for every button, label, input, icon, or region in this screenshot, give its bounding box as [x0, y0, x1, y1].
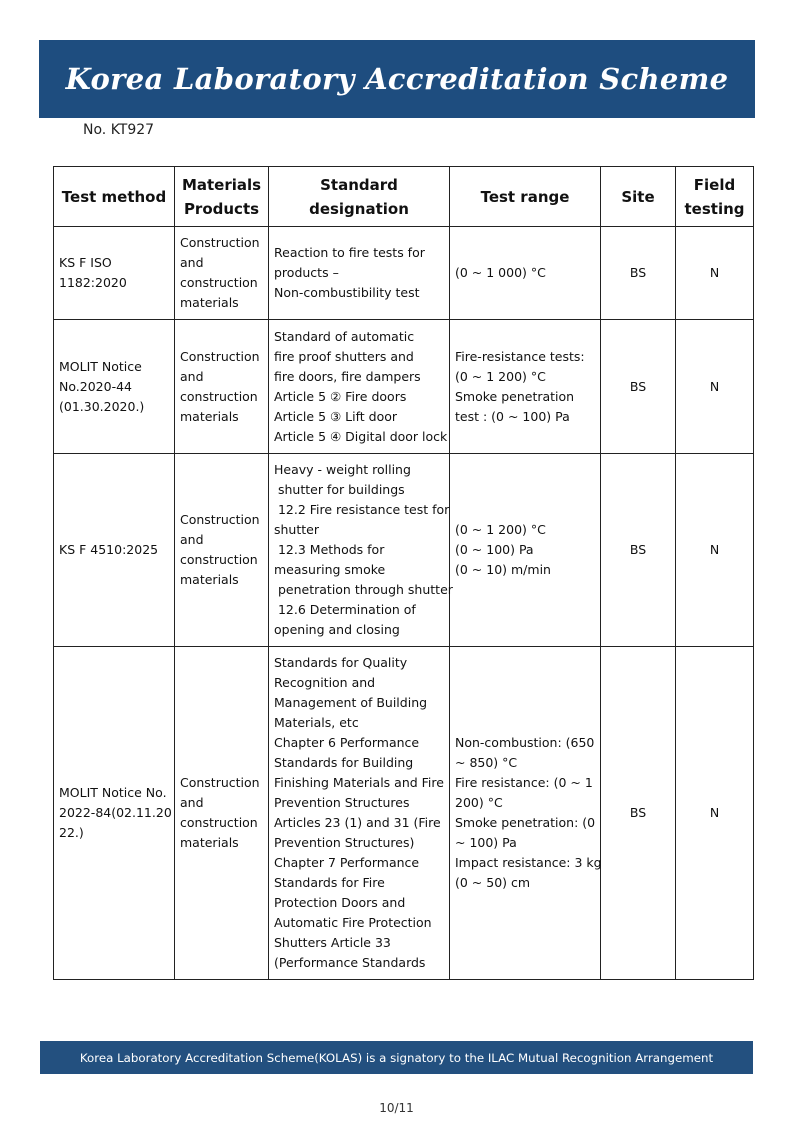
cell-standard-designation [269, 647, 450, 980]
cell-test-range-line: Fire-resistance tests: [455, 348, 585, 364]
cell-standard-designation-line: fire doors, fire dampers [274, 368, 421, 384]
certificate-number: No. KT927 [83, 122, 155, 138]
table-body [54, 227, 754, 980]
cell-standard-designation-line: Standards for Quality [274, 655, 408, 670]
table-row [54, 320, 754, 454]
cell-standard-designation-line: Chapter 6 Performance [274, 735, 420, 750]
col-header-test-method: Test method [54, 167, 175, 227]
cell-standard-designation-line: products – [274, 265, 339, 280]
cell-standard-designation-line: (Performance Standards [274, 955, 426, 970]
cell-field-testing: N [676, 454, 754, 647]
cell-test-method-line: 1182:2020 [59, 275, 127, 290]
cell-test-method [54, 320, 175, 454]
cell-test-range-line: (0 ~ 1 200) °C [455, 368, 546, 384]
cell-test-range-line: Fire resistance: (0 ~ 1 [455, 775, 593, 790]
cell-materials-line: Construction [180, 235, 260, 250]
cell-materials-line: and [180, 532, 204, 547]
cell-materials-line: Construction [180, 348, 260, 364]
cell-site: BS [601, 227, 676, 320]
cell-materials-line: materials [180, 408, 239, 424]
cell-standard-designation-line: Standard of automatic [274, 328, 415, 344]
cell-test-range-line: 200) °C [455, 795, 503, 810]
cell-test-range-line: (0 ~ 10) m/min [455, 562, 551, 577]
cell-standard-designation-line: Standards for Building [274, 755, 414, 770]
col-header-test-range: Test range [450, 167, 601, 227]
cell-site: BS [601, 647, 676, 980]
page-number: 10/11 [379, 1101, 414, 1115]
cell-test-range-line: Smoke penetration [455, 388, 575, 404]
cell-materials [175, 320, 269, 454]
cell-standard-designation-line: Prevention Structures) [274, 835, 415, 850]
cell-materials [175, 647, 269, 980]
cell-test-range [450, 227, 601, 320]
cell-standard-designation-line: Protection Doors and [274, 895, 406, 910]
cell-materials-line: construction [180, 552, 258, 567]
cell-materials-line: Construction [180, 512, 260, 527]
cell-standard-designation-line: Recognition and [274, 675, 376, 690]
cell-site: BS [601, 454, 676, 647]
cell-standard-designation-line: Finishing Materials and Fire [274, 775, 444, 790]
table-row [54, 647, 754, 980]
cell-standard-designation-line: shutter for buildings [274, 482, 405, 497]
cell-standard-designation-line: 12.6 Determination of [274, 602, 416, 617]
cell-standard-designation [269, 320, 450, 454]
cell-test-range-line: (0 ~ 50) cm [455, 875, 531, 890]
table-row [54, 227, 754, 320]
cell-site: BS [601, 320, 676, 454]
header-banner [39, 40, 755, 118]
cell-materials [175, 454, 269, 647]
col-header-site: Site [601, 167, 676, 227]
cell-test-method-line: MOLIT Notice No. [59, 785, 167, 800]
cell-standard-designation-line: Automatic Fire Protection [274, 915, 432, 930]
cell-standard-designation-line: Non-combustibility test [274, 285, 420, 300]
cell-materials-line: construction [180, 388, 258, 404]
cell-standard-designation-line: penetration through shutter [274, 582, 453, 597]
cell-test-method [54, 647, 175, 980]
cell-standard-designation-line: Articles 23 (1) and 31 (Fire [274, 815, 441, 830]
col-header-field-testing: Field testing [676, 167, 754, 227]
cell-materials-line: and [180, 255, 204, 270]
cell-materials-line: materials [180, 572, 239, 587]
cell-test-range-line: Impact resistance: 3 kg [455, 855, 602, 870]
cell-standard-designation-line: 12.3 Methods for [274, 542, 385, 557]
cell-test-range [450, 454, 601, 647]
cell-standard-designation-line: Shutters Article 33 [274, 935, 391, 950]
cell-field-testing: N [676, 647, 754, 980]
cell-standard-designation-line: Heavy - weight rolling [274, 462, 411, 477]
cell-standard-designation [269, 227, 450, 320]
cell-materials-line: and [180, 368, 204, 384]
table-row [54, 454, 754, 647]
cell-standard-designation-line: Article 5 ④ Digital door lock [274, 428, 448, 444]
banner-title: Korea Laboratory Accreditation Scheme [65, 62, 729, 96]
cell-test-method [54, 454, 175, 647]
cell-standard-designation-line: Materials, etc [274, 715, 359, 730]
cell-materials-line: construction [180, 275, 258, 290]
cell-test-method-line: KS F 4510:2025 [59, 542, 159, 557]
cell-standard-designation-line: Chapter 7 Performance [274, 855, 420, 870]
cell-test-range-line: (0 ~ 1 000) °C [455, 265, 546, 280]
cell-standard-designation-line: Standards for Fire [274, 875, 385, 890]
cell-field-testing: N [676, 320, 754, 454]
cell-test-method-line: 2022-84(02.11.20 [59, 805, 172, 820]
cell-test-range [450, 320, 601, 454]
table-header-row [54, 167, 754, 227]
col-header-standard: Standard designation [269, 167, 450, 227]
cell-standard-designation-line: 12.2 Fire resistance test for [274, 502, 450, 517]
footer-banner-text: Korea Laboratory Accreditation Scheme(KOLAS) is a signatory to the ILAC Mutual Recognition Arrangement [79, 1050, 714, 1065]
cell-test-range-line: (0 ~ 1 200) °C [455, 522, 546, 537]
accreditation-schedule-table [53, 166, 754, 980]
cell-test-method-line: MOLIT Notice [59, 358, 142, 374]
cell-test-method [54, 227, 175, 320]
cell-materials-line: Construction [180, 775, 260, 790]
cell-standard-designation-line: Reaction to fire tests for [274, 245, 425, 260]
cell-test-range-line: Non-combustion: (650 [455, 735, 595, 750]
cell-standard-designation-line: opening and closing [274, 622, 400, 637]
cell-materials-line: and [180, 795, 204, 810]
cell-materials [175, 227, 269, 320]
cell-test-range-line: ~ 100) Pa [455, 835, 517, 850]
cell-materials-line: construction [180, 815, 258, 830]
cell-test-method-line: 22.) [59, 825, 84, 840]
cell-standard-designation [269, 454, 453, 647]
cell-standard-designation-line: fire proof shutters and [274, 348, 414, 364]
cell-standard-designation-line: shutter [274, 522, 319, 537]
cell-standard-designation-line: Article 5 ③ Lift door [274, 408, 398, 424]
cell-test-range [450, 647, 601, 980]
cell-test-method-line: KS F ISO [59, 255, 112, 270]
cell-test-method-line: (01.30.2020.) [59, 398, 145, 414]
cell-standard-designation-line: Management of Building [274, 695, 428, 710]
cell-materials-line: materials [180, 835, 239, 850]
footer-banner [40, 1041, 753, 1074]
cell-test-range-line: ~ 850) °C [455, 755, 518, 770]
cell-test-method-line: No.2020-44 [59, 378, 132, 394]
cell-test-range-line: Smoke penetration: (0 [455, 815, 596, 830]
cell-materials-line: materials [180, 295, 239, 310]
cell-test-range-line: test : (0 ~ 100) Pa [455, 408, 570, 424]
cell-standard-designation-line: Article 5 ② Fire doors [274, 388, 407, 404]
cell-standard-designation-line: measuring smoke [274, 562, 386, 577]
col-header-materials: Materials Products [175, 167, 269, 227]
cell-field-testing: N [676, 227, 754, 320]
cell-test-range-line: (0 ~ 100) Pa [455, 542, 534, 557]
cell-standard-designation-line: Prevention Structures [274, 795, 410, 810]
